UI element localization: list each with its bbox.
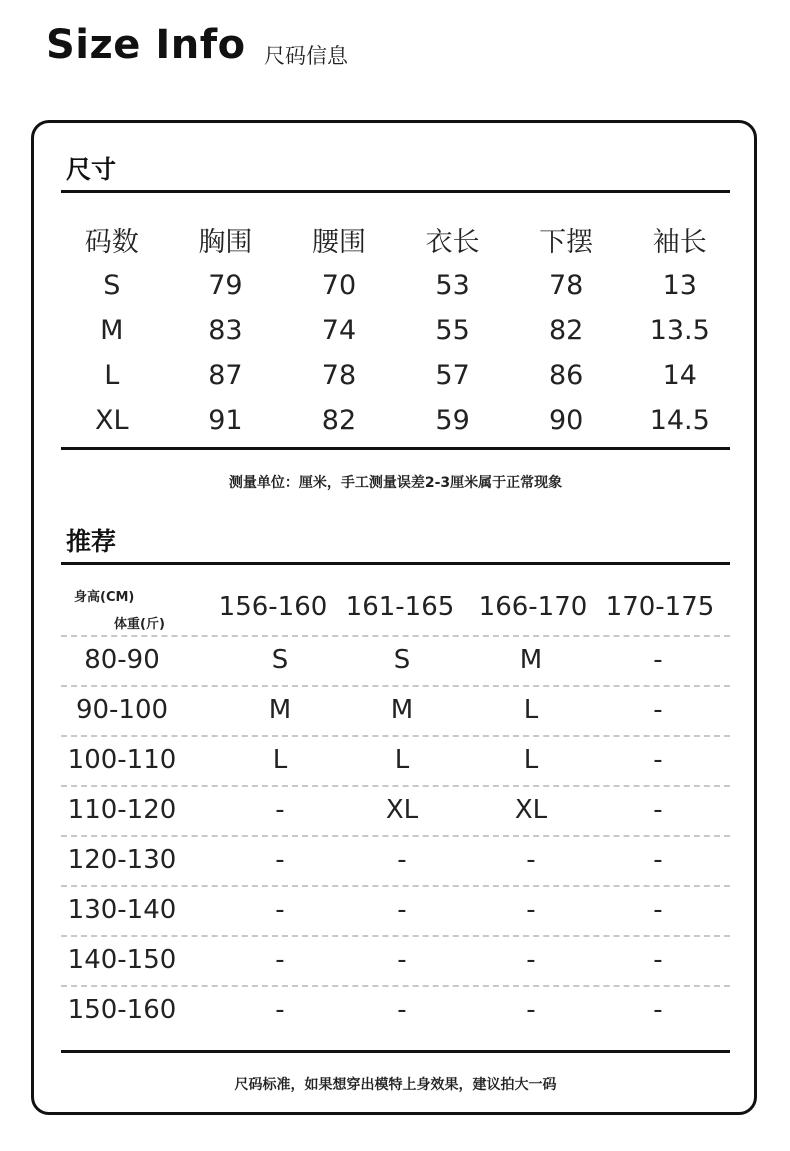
table-row [61, 635, 730, 685]
table-cell: 14 [662, 360, 697, 391]
size-cell: - [397, 895, 407, 925]
table-row [61, 735, 730, 785]
size-cell: - [397, 845, 407, 875]
table-cell: 82 [548, 315, 584, 346]
table-cell: 13 [662, 270, 697, 301]
size-cell: S [271, 645, 289, 675]
table-cell: 55 [435, 315, 470, 346]
table-row [61, 785, 730, 835]
table-row [55, 308, 737, 353]
table-row [61, 885, 730, 935]
size-cell: - [653, 945, 663, 975]
size-section-top-rule [61, 190, 730, 193]
column-header: 腰围 [311, 226, 366, 258]
size-cell: - [653, 645, 663, 675]
table-cell: 86 [548, 360, 584, 391]
table-cell: L [104, 360, 120, 391]
height-axis-label: 身高(CM) [74, 590, 135, 605]
table-row [61, 685, 730, 735]
size-cell: M [519, 645, 543, 675]
table-cell: 79 [208, 270, 243, 301]
column-header: 下摆 [539, 226, 594, 258]
table-cell: 82 [321, 405, 357, 436]
table-cell: 53 [435, 270, 470, 301]
size-cell: - [275, 845, 285, 875]
size-cell: XL [385, 795, 419, 825]
table-cell: 78 [548, 270, 584, 301]
size-cell: - [653, 895, 663, 925]
table-cell: S [103, 270, 121, 301]
column-header: 胸围 [198, 226, 253, 258]
size-cell: L [272, 745, 288, 775]
weight-range-cell: 130-140 [67, 895, 177, 925]
size-cell: - [653, 995, 663, 1025]
table-cell: 13.5 [649, 315, 710, 346]
size-cell: XL [514, 795, 548, 825]
table-cell: 83 [208, 315, 243, 346]
table-cell: 91 [208, 405, 243, 436]
height-range-header: 170-175 [605, 592, 715, 622]
recommend-section-bottom-rule [61, 1050, 730, 1053]
table-cell: 90 [548, 405, 584, 436]
page-subtitle: 尺码信息 [264, 44, 348, 68]
size-cell: - [653, 795, 663, 825]
weight-range-cell: 100-110 [67, 745, 177, 775]
size-advice-note: 尺码标准，如果想穿出模特上身效果，建议拍大一码 [234, 1077, 557, 1093]
weight-range-cell: 110-120 [67, 795, 177, 825]
measurement-note: 测量单位：厘米，手工测量误差2-3厘米属于正常现象 [228, 475, 563, 491]
size-cell: - [526, 995, 536, 1025]
weight-range-cell: 80-90 [84, 645, 160, 675]
size-cell: L [394, 745, 410, 775]
size-cell: - [275, 995, 285, 1025]
weight-range-cell: 140-150 [67, 945, 177, 975]
size-cell: - [653, 695, 663, 725]
size-cell: - [526, 945, 536, 975]
size-cell: M [268, 695, 292, 725]
table-cell: 74 [321, 315, 357, 346]
weight-range-cell: 120-130 [67, 845, 177, 875]
size-cell: - [653, 745, 663, 775]
table-row [55, 353, 737, 398]
table-row [61, 985, 730, 1035]
size-cell: L [523, 745, 539, 775]
size-cell: - [275, 795, 285, 825]
table-cell: 57 [435, 360, 470, 391]
table-cell: 78 [321, 360, 357, 391]
recommend-section-title: 推荐 [66, 527, 117, 556]
size-cell: L [523, 695, 539, 725]
table-row [61, 935, 730, 985]
size-cell: - [397, 995, 407, 1025]
table-cell: 70 [321, 270, 357, 301]
size-cell: - [275, 895, 285, 925]
weight-range-cell: 150-160 [67, 995, 177, 1025]
table-cell: 14.5 [649, 405, 710, 436]
size-cell: S [393, 645, 411, 675]
table-row [55, 263, 737, 308]
table-cell: XL [95, 405, 129, 436]
size-section-bottom-rule [61, 447, 730, 450]
table-row [61, 835, 730, 885]
size-cell: - [275, 945, 285, 975]
table-cell: 87 [208, 360, 243, 391]
size-cell: - [397, 945, 407, 975]
recommend-section-top-rule [61, 562, 730, 565]
height-range-header: 156-160 [218, 592, 328, 622]
height-range-header: 161-165 [345, 592, 455, 622]
table-row [55, 398, 737, 443]
size-cell: - [526, 895, 536, 925]
table-cell: 59 [435, 405, 470, 436]
weight-axis-label: 体重(斤) [114, 617, 165, 632]
column-header: 袖长 [652, 226, 707, 258]
weight-range-cell: 90-100 [75, 695, 169, 725]
height-range-header: 166-170 [478, 592, 588, 622]
table-cell: M [100, 315, 124, 346]
size-cell: M [390, 695, 414, 725]
size-section-title: 尺寸 [66, 155, 117, 184]
page-title: Size Info [46, 22, 246, 68]
size-table [55, 215, 737, 443]
column-header: 衣长 [425, 226, 480, 258]
size-table-header [55, 215, 737, 263]
size-cell: - [653, 845, 663, 875]
column-header: 码数 [84, 226, 139, 258]
size-cell: - [526, 845, 536, 875]
